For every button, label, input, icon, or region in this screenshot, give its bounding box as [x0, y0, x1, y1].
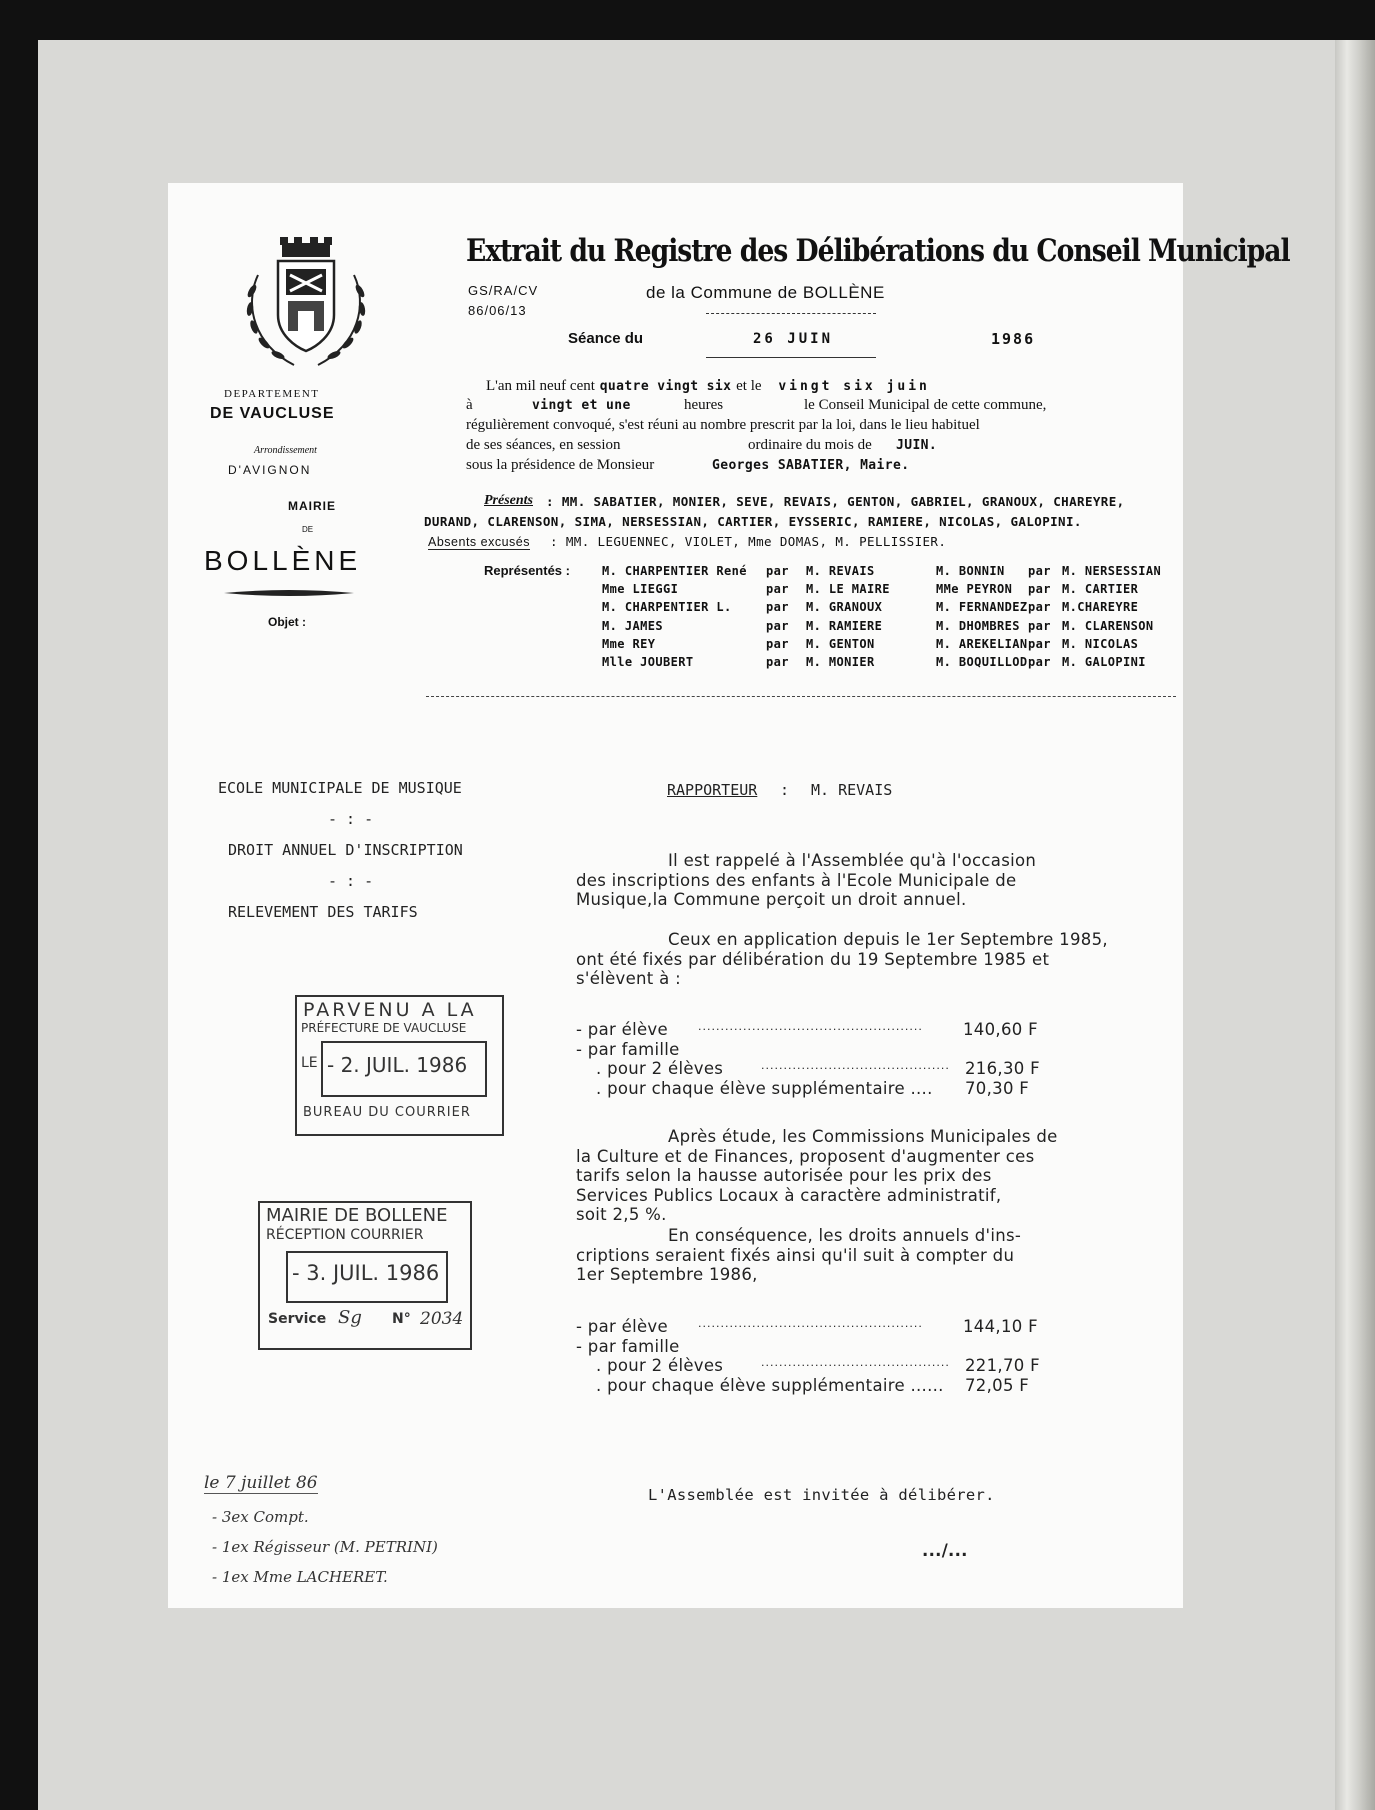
divider-flourish — [224, 589, 354, 597]
preamble-line-5-b: Georges SABATIER, Maire. — [712, 458, 910, 473]
presents-line-1: : MM. SABATIER, MONIER, SEVE, REVAIS, GENTON, GABRIEL, GRANOUX, CHAREYRE, — [546, 494, 1125, 509]
proxy-by: M. CARTIER — [1062, 582, 1139, 597]
mairie-label: MAIRIE — [288, 499, 336, 513]
proxy-name: Mme LIEGGI — [602, 582, 679, 597]
preamble-day: vingt six juin — [778, 379, 930, 394]
reference-line-1: GS/RA/CV — [468, 283, 539, 298]
handwritten-note-1: - 3ex Compt. — [212, 1508, 309, 1526]
report-paragraph-line: 1er Septembre 1986, — [576, 1265, 758, 1284]
proxy-name: M. CHARPENTIER René — [602, 564, 747, 578]
proxy-par: par — [766, 582, 789, 597]
tariff-value: 140,60 F — [963, 1020, 1038, 1039]
prefecture-stamp-line-1: PARVENU A LA — [303, 999, 477, 1021]
report-paragraph-line: Après étude, les Commissions Municipales de — [668, 1127, 1058, 1146]
preamble-line-2-c: heures — [684, 397, 724, 413]
proxy-name: M. FERNANDEZ — [936, 600, 1028, 615]
arrondissement-label: Arrondissement — [254, 445, 317, 456]
departement-value: DE VAUCLUSE — [210, 405, 335, 422]
preamble-line-2-a: à — [466, 397, 473, 413]
preamble-line-2-d: le Conseil Municipal de cette commune, — [804, 397, 1047, 413]
proxy-par: par — [766, 600, 789, 615]
mairie-no-value: 2034 — [420, 1309, 464, 1329]
preamble-text: et le — [736, 378, 762, 394]
proxy-by: M. GENTON — [806, 636, 875, 651]
proxy-name: MMe PEYRON — [936, 582, 1013, 597]
tariff-label: - par élève — [576, 1020, 668, 1039]
tariff-dots: .................................................. — [698, 1020, 923, 1033]
report-paragraph-line: la Culture et de Finances, proposent d'augmenter ces — [576, 1146, 1035, 1166]
document-subtitle: de la Commune de BOLLÈNE — [646, 283, 885, 302]
proxy-name: M. BOQUILLOD — [936, 655, 1028, 669]
proxy-par: par — [1028, 655, 1051, 669]
preamble-line-4-a: de ses séances, en session — [466, 437, 621, 453]
rapporteur-colon: : — [780, 781, 790, 799]
tariff-label: . pour chaque élève supplémentaire ...... — [596, 1375, 944, 1395]
report-paragraph-line: tarifs selon la hausse autorisée pour les prix des — [576, 1166, 992, 1185]
proxy-by: M. GRANOUX — [806, 600, 883, 615]
absents-label: Absents excusés — [428, 535, 530, 549]
proxy-by: M. MONIER — [806, 655, 875, 669]
handwritten-date: le 7 juillet 86 — [204, 1473, 318, 1493]
proxy-par: par — [1028, 564, 1051, 578]
document-title: Extrait du Registre des Délibérations du Conseil Municipal — [466, 233, 1290, 269]
tariff-label: - par famille — [576, 1039, 680, 1059]
preamble-line-5-a: sous la présidence de Monsieur — [466, 457, 655, 473]
tariff-value: 144,10 F — [963, 1317, 1038, 1336]
preamble-line-1 — [486, 376, 930, 395]
presents-label: Présents — [484, 493, 533, 508]
continuation-mark: .../... — [922, 1541, 968, 1560]
proxy-par: par — [766, 564, 789, 578]
reference-line-2: 86/06/13 — [468, 303, 527, 318]
representes-label: Représentés : — [484, 563, 570, 578]
preamble-line-4-c: JUIN. — [896, 438, 938, 453]
proxy-par: par — [1028, 582, 1051, 597]
tariff-label: - par élève — [576, 1317, 668, 1336]
report-paragraph-line: criptions seraient fixés ainsi qu'il suit à compter du — [576, 1245, 1015, 1265]
prefecture-stamp-date: - 2. JUIL. 1986 — [327, 1053, 468, 1077]
tariff-label: . pour 2 élèves — [596, 1356, 724, 1375]
report-paragraph-line: soit 2,5 %. — [576, 1205, 667, 1224]
attendance-divider — [426, 696, 1176, 697]
seance-label: Séance du — [568, 330, 644, 347]
subject-line-2: DROIT ANNUEL D'INSCRIPTION — [228, 841, 463, 859]
handwritten-note-3: - 1ex Mme LACHERET. — [212, 1568, 388, 1586]
tariff-value: 221,70 F — [965, 1356, 1040, 1375]
subject-separator: - : - — [328, 872, 374, 890]
proxy-by: M. REVAIS — [806, 564, 875, 578]
proxy-par: par — [1028, 600, 1051, 615]
document-sheet — [168, 183, 1290, 1608]
preamble-year: quatre vingt six — [599, 379, 732, 394]
tariff-value: 216,30 F — [965, 1059, 1040, 1078]
report-body — [576, 851, 1176, 1591]
tariff-dots: .......................................... — [761, 1059, 950, 1072]
prefecture-stamp-bottom: BUREAU DU COURRIER — [303, 1105, 471, 1120]
proxy-name: Mme REY — [602, 636, 656, 651]
proxy-name: M. DHOMBRES — [936, 618, 1020, 633]
proxy-name: M. CHARPENTIER L. — [602, 600, 732, 615]
handwritten-note-2: - 1ex Régisseur (M. PETRINI) — [212, 1538, 438, 1556]
departement-label: DEPARTEMENT — [224, 388, 320, 400]
proxy-par: par — [766, 618, 789, 633]
commune-name: BOLLÈNE — [204, 545, 362, 576]
subtitle-rule — [706, 313, 876, 314]
preamble-text: L'an mil neuf cent — [486, 378, 595, 394]
absents-list: : MM. LEGUENNEC, VIOLET, Mme DOMAS, M. PELLISSIER. — [550, 534, 947, 549]
seance-rule — [706, 357, 876, 358]
report-paragraph-line: Musique,la Commune perçoit un droit annuel. — [576, 890, 967, 909]
proxy-by: M. CLARENSON — [1062, 618, 1154, 633]
tariff-label: . pour chaque élève supplémentaire .... — [596, 1078, 933, 1098]
proxy-name: M. AREKELIAN — [936, 636, 1028, 651]
mairie-stamp — [258, 1201, 472, 1350]
proxy-name: M. BONNIN — [936, 564, 1005, 578]
prefecture-stamp — [295, 995, 504, 1136]
report-paragraph-line: Il est rappelé à l'Assemblée qu'à l'occasion — [668, 851, 1037, 870]
subject-line-3: RELEVEMENT DES TARIFS — [228, 903, 418, 921]
mairie-stamp-line-2: RÉCEPTION COURRIER — [266, 1227, 424, 1243]
proxy-by: M. GALOPINI — [1062, 655, 1146, 669]
arrondissement-value: D'AVIGNON — [228, 463, 312, 477]
subject-separator: - : - — [328, 810, 374, 828]
preamble-line-3: régulièrement convoqué, s'est réuni au nombre prescrit par la loi, dans le lieu habituel — [466, 417, 980, 433]
presents-line-2: DURAND, CLARENSON, SIMA, NERSESSIAN, CARTIER, EYSSERIC, RAMIERE, NICOLAS, GALOPINI. — [424, 514, 1082, 529]
subject-line-1: ECOLE MUNICIPALE DE MUSIQUE — [218, 779, 462, 797]
proxy-name: M. JAMES — [602, 618, 663, 633]
seance-year: 1986 — [991, 330, 1036, 348]
proxy-par: par — [1028, 636, 1051, 651]
proxy-par: par — [766, 655, 789, 669]
report-paragraph-line: En conséquence, les droits annuels d'ins- — [668, 1226, 1022, 1245]
seance-date: 26 JUIN — [753, 331, 834, 347]
proxy-by: M. NICOLAS — [1062, 636, 1139, 651]
binder-edge — [1335, 40, 1375, 1810]
proxy-name: Mlle JOUBERT — [602, 655, 694, 669]
tariff-value: 70,30 F — [965, 1078, 1030, 1098]
rapporteur-label: RAPPORTEUR — [667, 781, 758, 799]
tariff-value: 72,05 F — [965, 1375, 1030, 1395]
tariff-label: - par famille — [576, 1336, 680, 1356]
proxy-by: M. NERSESSIAN — [1062, 564, 1162, 578]
tariff-dots: .......................................... — [761, 1356, 950, 1369]
report-paragraph-line: Ceux en application depuis le 1er Septembre 1985, — [668, 930, 1108, 949]
mairie-service-value: Sg — [338, 1307, 362, 1328]
proxy-by: M. RAMIERE — [806, 618, 883, 633]
tariff-label: . pour 2 élèves — [596, 1059, 724, 1078]
proxy-by: M.CHAREYRE — [1062, 600, 1139, 615]
prefecture-stamp-line-2: PRÉFECTURE DE VAUCLUSE — [301, 1021, 467, 1035]
mairie-service-label: Service — [268, 1311, 327, 1327]
preamble-line-4-b: ordinaire du mois de — [748, 437, 872, 453]
conclusion: L'Assemblée est invitée à délibérer. — [648, 1486, 995, 1504]
proxy-par: par — [1028, 618, 1051, 633]
report-paragraph-line: ont été fixés par délibération du 19 Septembre 1985 et — [576, 949, 1050, 969]
report-paragraph-line: des inscriptions des enfants à l'Ecole Municipale de — [576, 870, 1017, 890]
prefecture-stamp-le: LE — [301, 1055, 318, 1071]
proxy-by: M. LE MAIRE — [806, 582, 890, 597]
preamble-line-2-b: vingt et une — [532, 398, 631, 413]
mairie-stamp-date: - 3. JUIL. 1986 — [292, 1261, 440, 1285]
mairie-stamp-line-1: MAIRIE DE BOLLENE — [266, 1205, 448, 1226]
coat-of-arms-icon — [236, 235, 376, 375]
report-paragraph-line: Services Publics Locaux à caractère administratif, — [576, 1185, 1002, 1205]
tariff-dots: .................................................. — [698, 1317, 923, 1330]
objet-label: Objet : — [268, 615, 306, 629]
de-label: DE — [302, 525, 314, 534]
report-paragraph-line: s'élèvent à : — [576, 969, 681, 988]
proxy-par: par — [766, 636, 789, 651]
rapporteur-name: M. REVAIS — [811, 781, 893, 799]
mairie-no-label: N° — [392, 1311, 411, 1327]
